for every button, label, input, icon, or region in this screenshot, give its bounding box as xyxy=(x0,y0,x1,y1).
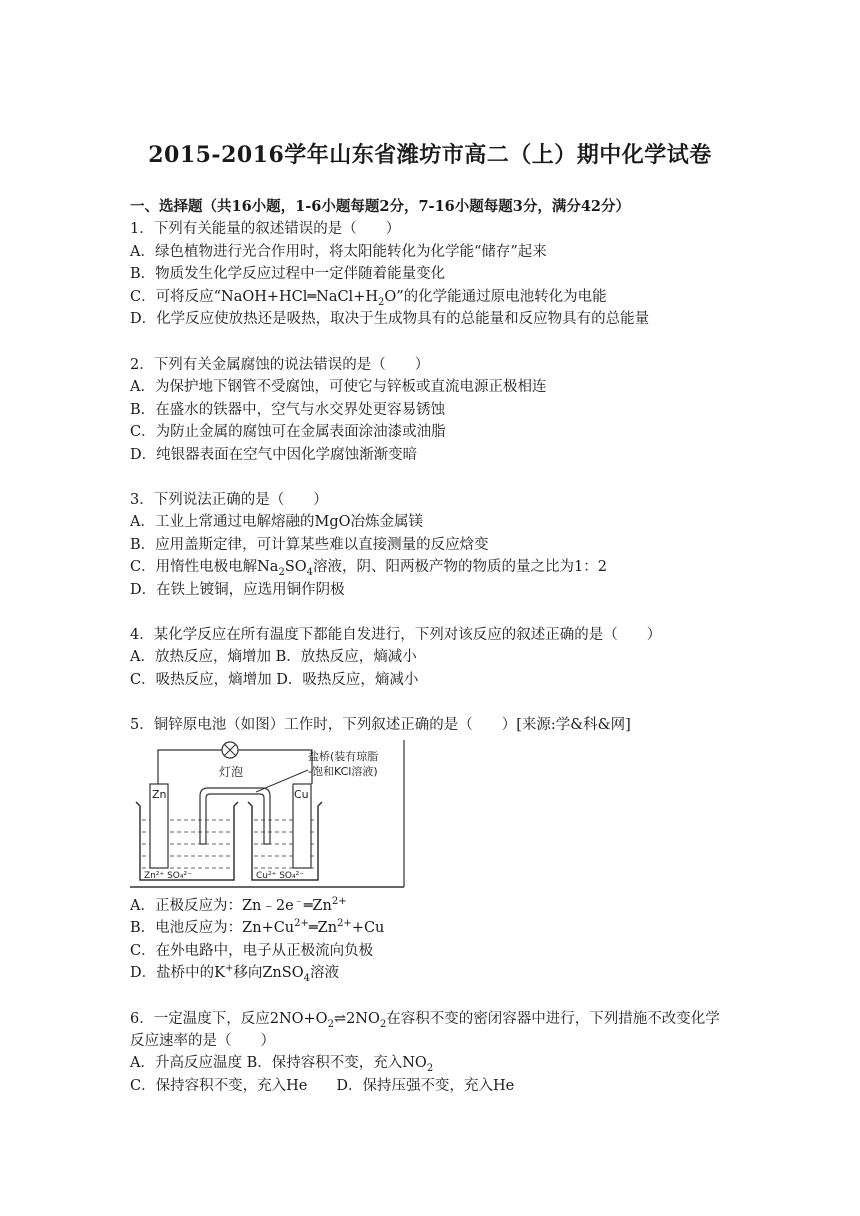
bulb-label: 灯泡 xyxy=(219,765,244,779)
cu-label: Cu xyxy=(294,788,309,801)
q3-option-a: A．工业上常通过电解熔融的MgO冶炼金属镁 xyxy=(130,514,423,530)
q2-option-d: D．纯银器表面在空气中因化学腐蚀渐渐变暗 xyxy=(130,447,418,463)
q4-stem: 4．某化学反应在所有温度下都能自发进行，下列对该反应的叙述正确的是（ ） xyxy=(130,627,662,643)
salt-bridge-label-1: 盐桥(装有琼脂 xyxy=(308,750,379,763)
zn-label: Zn xyxy=(152,788,167,801)
q1-option-b: B．物质发生化学反应过程中一定伴随着能量变化 xyxy=(130,266,446,282)
left-solution-ions: Zn²⁺ SO₄²⁻ xyxy=(144,871,192,881)
q5-option-b: B．电池反应为：$Zn+Cu^{2+}═Zn^{2+}+Cu$ xyxy=(130,918,385,936)
right-solution-ions: Cu²⁺ SO₄²⁻ xyxy=(256,871,304,881)
q2-option-c: C．为防止金属的腐蚀可在金属表面涂油漆或油脂 xyxy=(130,424,446,440)
galvanic-cell-figure xyxy=(130,740,406,888)
q3-option-b: B．应用盖斯定律，可计算某些难以直接测量的反应焓变 xyxy=(130,537,489,553)
section-heading: 一、选择题（共16小题，1-6小题每题2分，7-16小题每题3分，满分42分） xyxy=(130,198,631,215)
q3-option-c: C．用惰性电极电解$Na_2SO_4$溶液，阴、阳两极产物的物质的量之比为1：2 xyxy=(130,559,607,578)
q5-option-c: C．在外电路中，电子从正极流向负极 xyxy=(130,943,374,959)
q6-options-cd: C．保持容积不变，充入He D．保持压强不变，充入He xyxy=(130,1078,515,1094)
salt-bridge-outer xyxy=(200,788,270,844)
q1-option-c: C．可将反应“$NaOH+HCl═NaCl+H_2O$”的化学能通过原电池转化为电能 xyxy=(130,289,607,308)
q4-options-cd: C．吸热反应，熵增加 D．吸热反应，熵减小 xyxy=(130,672,419,688)
q4-options-ab: A．放热反应，熵增加 B．放热反应，熵减小 xyxy=(130,649,417,665)
q6-stem-line1: 6．一定温度下，反应$2NO+O_2\rightleftharpoons 2NO_2$在容积不变的密闭容器中进行，下列措施不改变化学 xyxy=(130,1011,720,1030)
q6-stem-line2: 反应速率的是（ ） xyxy=(130,1033,275,1049)
q1-option-d: D．化学反应使放热还是吸热，取决于生成物具有的总能量和反应物具有的总能量 xyxy=(130,311,650,327)
q1-option-a: A．绿色植物进行光合作用时，将太阳能转化为化学能“储存”起来 xyxy=(130,244,547,260)
q2-option-a: A．为保护地下钢管不受腐蚀，可使它与锌板或直流电源正极相连 xyxy=(130,379,547,395)
q1-stem: 1．下列有关能量的叙述错误的是（ ） xyxy=(130,221,401,237)
q2-stem: 2．下列有关金属腐蚀的说法错误的是（ ） xyxy=(130,357,430,373)
galvanic-cell-diagram xyxy=(130,740,406,888)
salt-bridge-label-2: -饱和KCl溶液) xyxy=(308,765,378,778)
q5-stem: 5．铜锌原电池（如图）工作时，下列叙述正确的是（ ）[来源:学&科&网] xyxy=(130,717,631,733)
q6-options-ab: A．升高反应温度 B．保持容积不变，充入$NO_2$ xyxy=(130,1055,434,1074)
q3-option-d: D．在铁上镀铜，应选用铜作阴极 xyxy=(130,582,345,598)
q3-stem: 3．下列说法正确的是（ ） xyxy=(130,492,328,508)
q5-option-a: A．正极反应为：$Zn﹣2e^﹣═Zn^{2+}$ xyxy=(130,896,347,914)
salt-bridge-inner xyxy=(206,794,264,844)
q5-option-d: D．盐桥中的K+移向ZnSO$_4$溶液 xyxy=(130,963,339,984)
q2-option-b: B．在盛水的铁器中，空气与水交界处更容易锈蚀 xyxy=(130,402,446,418)
exam-title: 2015-2016学年山东省潍坊市高二（上）期中化学试卷 xyxy=(148,142,712,168)
